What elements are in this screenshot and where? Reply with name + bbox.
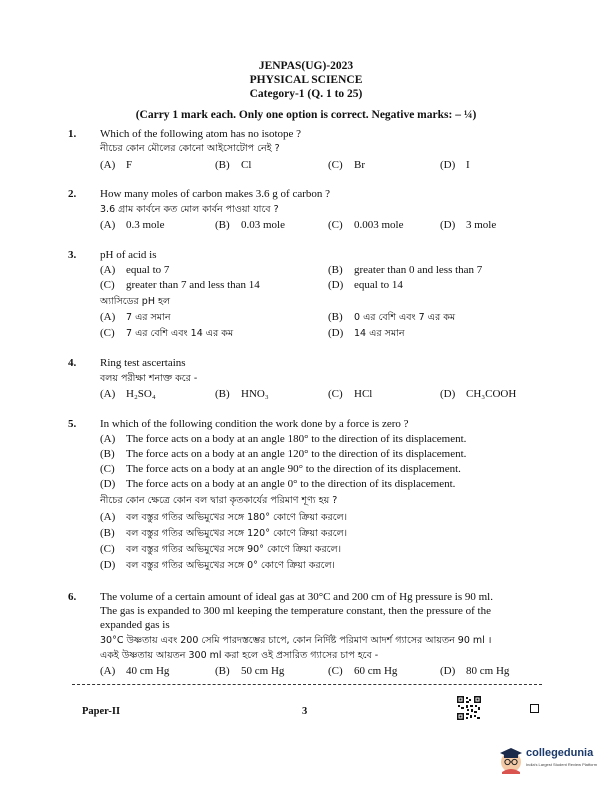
question-text-en: How many moles of carbon makes 3.6 g of carbon ? xyxy=(100,188,331,200)
option-d-en: (D) equal to 14 xyxy=(328,279,403,291)
option-c: (C) 60 cm Hg xyxy=(328,665,398,677)
option-b-bn: (B) বল বস্তুর গতির অভিমুখের সঙ্গে 120° কোণে ক্রিয়া করলে। xyxy=(100,527,348,539)
question-text-bn: অ্যাসিডের pH হল xyxy=(100,296,171,307)
option-d-bn: (D) 14 এর সমান xyxy=(328,327,405,339)
question-number: 6. xyxy=(68,591,77,603)
question-text-en: In which of the following condition the work done by a force is zero ? xyxy=(100,418,409,430)
subject-title: PHYSICAL SCIENCE xyxy=(249,74,363,86)
question-number: 5. xyxy=(68,418,77,430)
option-a-en: (A) equal to 7 xyxy=(100,264,170,276)
page-number: 3 xyxy=(302,706,308,717)
option-a: (A) 40 cm Hg xyxy=(100,665,170,677)
paper-label: Paper-II xyxy=(82,706,121,717)
option-b-en: (B) greater than 0 and less than 7 xyxy=(328,264,483,276)
option-a: (A) F xyxy=(100,159,133,171)
collegedunia-watermark xyxy=(496,744,608,778)
question-number: 4. xyxy=(68,357,77,369)
option-c: (C) 0.003 mole xyxy=(328,219,404,231)
option-a-bn: (A) 7 এর সমান xyxy=(100,311,171,323)
question-text-bn: নীচের কোন ক্ষেত্রে কোন বল দ্বারা কৃতকার্যের পরিমাণ শূণ্য হয় ? xyxy=(100,495,338,506)
collegedunia-logo-icon xyxy=(498,746,524,774)
option-c-bn: (C) বল বস্তুর গতির অভিমুখের সঙ্গে 90° কোণে ক্রিয়া করলে। xyxy=(100,543,341,555)
qr-code-icon xyxy=(457,696,481,720)
question-text-en: pH of acid is xyxy=(100,249,157,261)
question-text-en: Ring test ascertains xyxy=(100,357,186,369)
brand-name: collegedunia xyxy=(526,747,594,759)
question-text-bn: বলয় পরীক্ষা শনাক্ত করে - xyxy=(100,373,198,384)
square-marker-icon xyxy=(530,704,539,713)
option-a-en: (A) The force acts on a body at an angle 180° to the direction of its displacement. xyxy=(100,433,467,445)
option-b-bn: (B) 0 এর বেশি এবং 7 এর কম xyxy=(328,311,456,323)
option-c-en: (C) greater than 7 and less than 14 xyxy=(100,279,260,291)
brand-tagline: India's Largest Student Review Platform xyxy=(526,762,598,767)
question-text-en: Which of the following atom has no isotope ? xyxy=(100,128,302,140)
question-text-bn: নীচের কোন মৌলের কোনো আইসোটোপ নেই ? xyxy=(100,143,280,154)
question-text-bn: 3.6 গ্রাম কার্বনে কত মোল কার্বন পাওয়া যাবে ? xyxy=(100,204,279,215)
footer-divider xyxy=(72,684,542,685)
question-text-en-line-2: The gas is expanded to 300 ml keeping the temperature constant, then the pressure of the xyxy=(100,605,491,617)
category-title: Category-1 (Q. 1 to 25) xyxy=(249,88,363,100)
option-b: (B) 50 cm Hg xyxy=(215,665,285,677)
question-number: 3. xyxy=(68,249,77,261)
option-c-bn: (C) 7 এর বেশি এবং 14 এর কম xyxy=(100,327,234,339)
question-number: 2. xyxy=(68,188,77,200)
option-d: (D) 80 cm Hg xyxy=(440,665,510,677)
option-d: (D) CH₃COOH xyxy=(440,388,517,400)
option-c-en: (C) The force acts on a body at an angle 90° to the direction of its displacement. xyxy=(100,463,461,475)
question-text-en-line-3: expanded gas is xyxy=(100,619,170,631)
option-a: (A) 0.3 mole xyxy=(100,219,165,231)
option-c: (C) Br xyxy=(328,159,365,171)
exam-title: JENPAS(UG)-2023 xyxy=(258,60,354,72)
question-text-bn-line-2: একই উষ্ণতায় আয়তন 300 ml করা হলে ওই প্রসারিত গ্যাসের চাপ হবে - xyxy=(100,650,379,661)
option-a-bn: (A) বল বস্তুর গতির অভিমুখের সঙ্গে 180° কোণে ক্রিয়া করলে। xyxy=(100,511,348,523)
option-a: (A) H₂SO₄ xyxy=(100,388,156,400)
option-d: (D) 3 mole xyxy=(440,219,497,231)
option-d-bn: (D) বল বস্তুর গতির অভিমুখের সঙ্গে 0° কোণে ক্রিয়া করলে। xyxy=(100,559,335,571)
option-b: (B) 0.03 mole xyxy=(215,219,285,231)
option-b-en: (B) The force acts on a body at an angle 120° to the direction of its displacement. xyxy=(100,448,467,460)
question-text-bn-line-1: 30°C উষ্ণতায় এবং 200 সেমি পারদস্তম্ভের চাপে, কোন নির্দিষ্ট পরিমাণ আদর্শ গ্যাসের আয়তন 90 ml । xyxy=(100,635,492,646)
option-c: (C) HCl xyxy=(328,388,373,400)
option-d-en: (D) The force acts on a body at an angle 0° to the direction of its displacement. xyxy=(100,478,456,490)
question-number: 1. xyxy=(68,128,77,140)
option-b: (B) HNO₃ xyxy=(215,388,269,400)
question-text-en-line-1: The volume of a certain amount of ideal gas at 30°C and 200 cm of Hg pressure is 90 ml. xyxy=(100,591,493,603)
option-d: (D) I xyxy=(440,159,470,171)
option-b: (B) Cl xyxy=(215,159,252,171)
marking-instruction: (Carry 1 mark each. Only one option is correct. Negative marks: – ¼) xyxy=(135,109,477,121)
